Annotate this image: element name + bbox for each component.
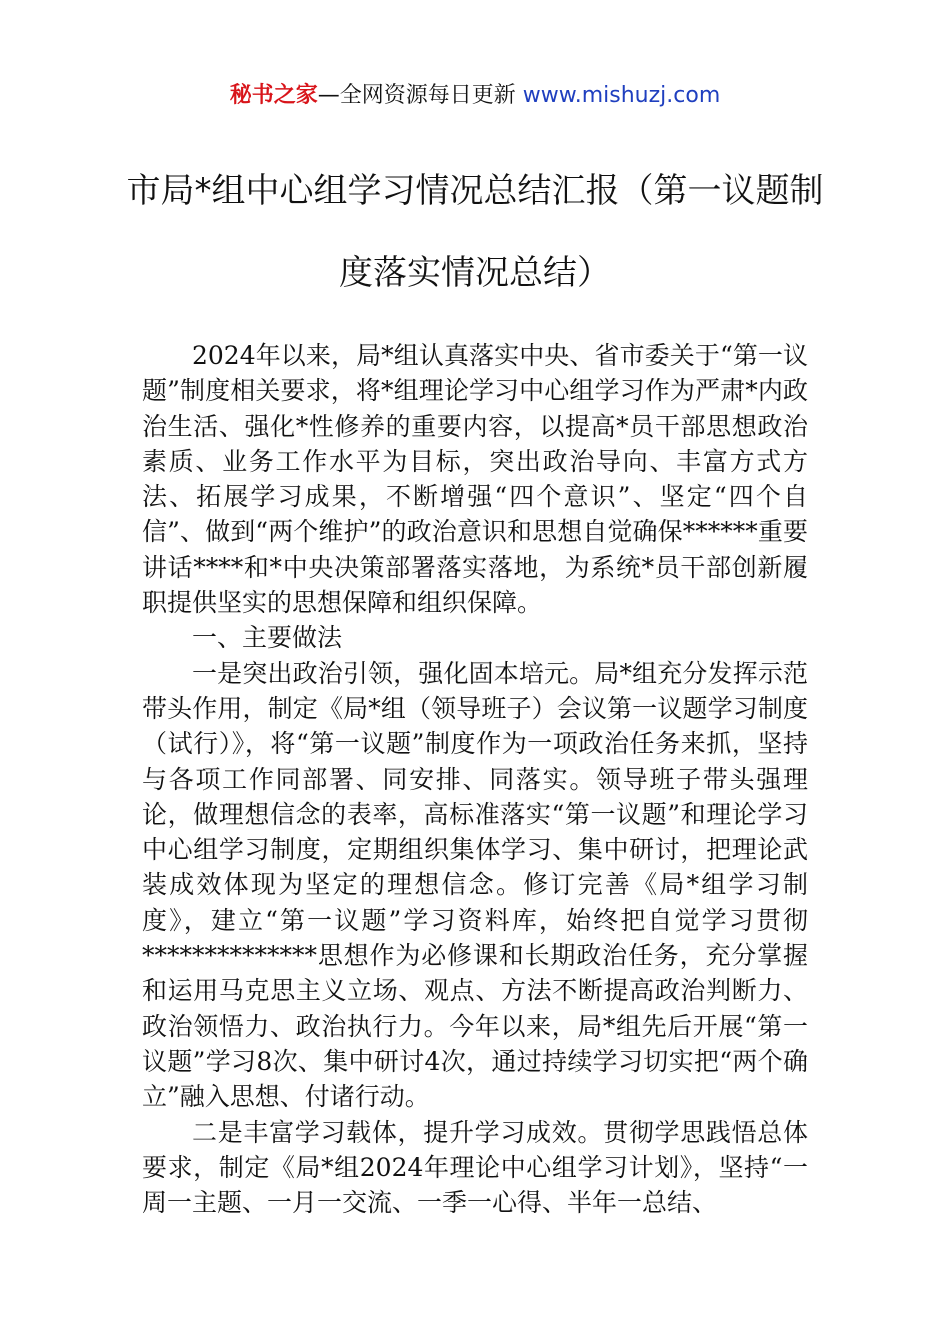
section-heading: 一、主要做法 [192,623,343,653]
intro-paragraph: 2024年以来，局*组认真落实中央、省市委关于“第一议题”制度相关要求，将*组理论学习中心组学习作为严肃*内政治生活、强化*性修养的重要内容，以提高*员干部思想政治素质、业务工作水平为目标，突出政治导向、丰富方式方法、拓展学习成果，不断增强“四个意识”、坚定“四个自信”、做到“两个维护”的政治意识和思想自觉确保******重要讲话****和*中央决策部署落实落地，为系统*员干部创新履职提供坚实的思想保障和组织保障。 [142,341,808,618]
body-paragraph: 二是丰富学习载体，提升学习成效。贯彻学思践悟总体要求，制定《局*组2024年理论中心组学习计划》，坚持“一周一主题、一月一交流、一季一心得、半年一总结、 [142,1117,808,1218]
site-banner [0,80,950,112]
body-paragraph: 一是突出政治引领，强化固本培元。局*组充分发挥示范带头作用，制定《局*组（领导班子）会议第一议题学习制度（试行）》，将“第一议题”制度作为一项政治任务来抓，坚持与各项工作同部署、同安排、同落实。领导班子带头强理论，做理想信念的表率，高标准落实“第一议题”和理论学习中心组学习制度，定期组织集体学习、集中研讨，把理论武装成效体现为坚定的理想信念。修订完善《局*组学习制度》，建立“第一议题”学习资料库，始终把自觉学习贯彻**************思想作为必修课和长期政治任务，充分掌握和运用马克思主义立场、观点、方法不断提高政治判断力、政治领悟力、政治执行力。今年以来，局*组先后开展“第一议题”学习8次、集中研讨4次，通过持续学习切实把“两个确立”融入思想、付诸行动。 [142,658,808,1112]
document-title: 市局*组中心组学习情况总结汇报（第一议题制度落实情况总结） [126,171,824,293]
banner-url[interactable]: www.mishuzj.com [522,83,721,108]
banner-brand: 秘书之家 [229,83,318,108]
document-body [142,338,808,1220]
banner-tagline: —全网资源每日更新 [317,83,516,108]
